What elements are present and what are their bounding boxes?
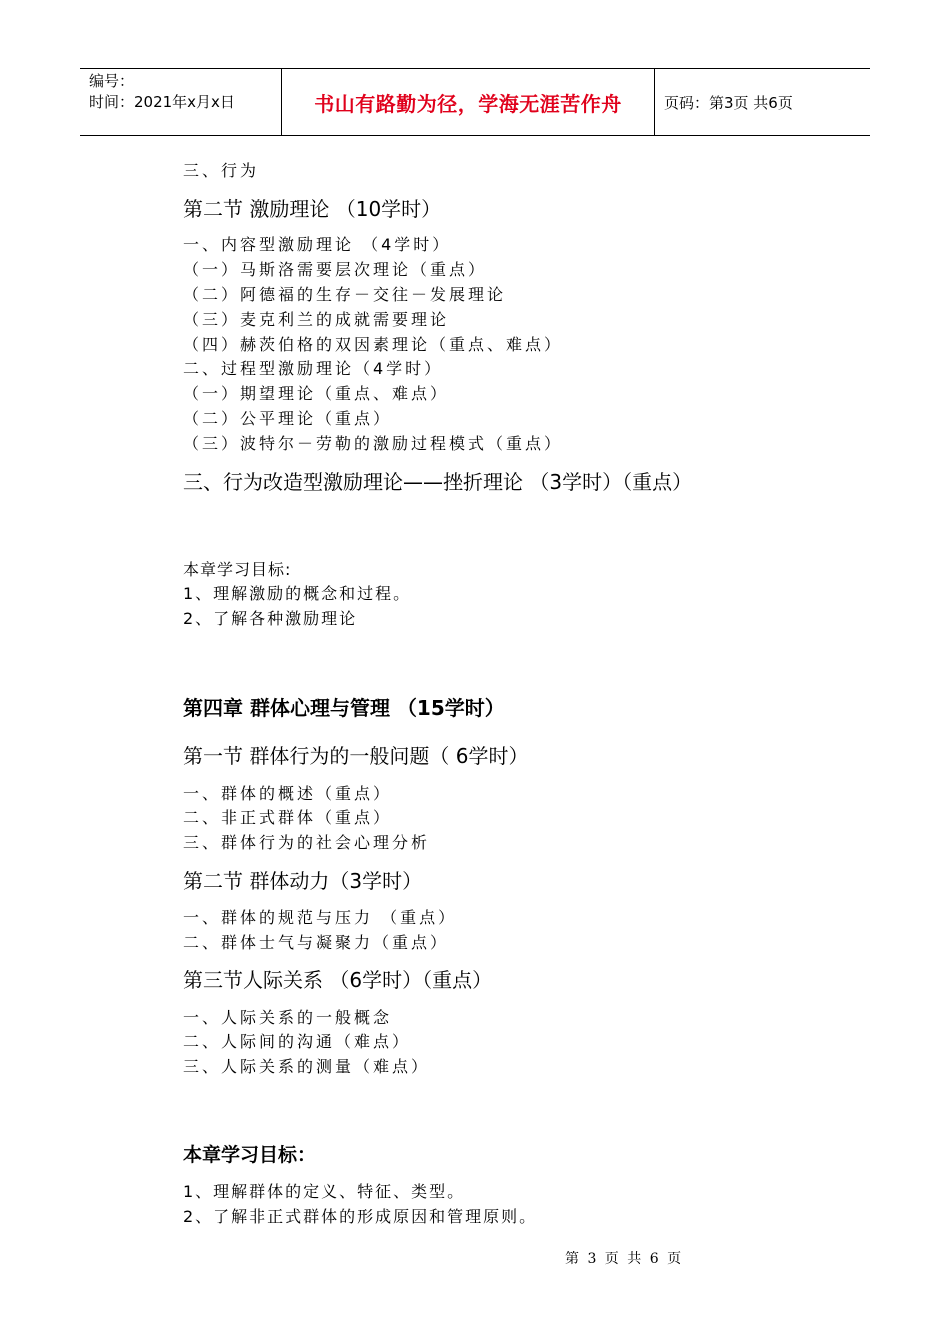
outline-item: （三）波特尔－劳勒的激励过程模式（重点） (183, 434, 564, 453)
section-heading: 三、行为改造型激励理论——挫折理论 （3学时）（重点） (183, 470, 693, 494)
outline-item: 一、群体的规范与压力 （重点） (183, 908, 458, 927)
section-heading: 第二节 群体动力（3学时） (183, 869, 423, 893)
time-label: 时间：2021年x月x日 (89, 93, 235, 111)
outline-item: （一）期望理论（重点、难点） (183, 384, 450, 403)
chapter-goal-heading: 本章学习目标： (183, 1144, 317, 1166)
motto-text: 书山有路勤为径，学海无涯苦作舟 (314, 91, 622, 116)
outline-item: 二、人际间的沟通（难点） (183, 1032, 412, 1051)
outline-item: 一、内容型激励理论 （4学时） (183, 235, 452, 254)
number-label: 编号： (89, 72, 135, 90)
goal-item: 1、理解激励的概念和过程。 (183, 584, 412, 603)
outline-item: 三、人际关系的测量（难点） (183, 1057, 431, 1076)
header-page-cell (655, 69, 870, 135)
chapter-goal-heading: 本章学习目标: (183, 560, 292, 579)
outline-item: 二、过程型激励理论（4学时） (183, 359, 444, 378)
goal-item: 2、了解各种激励理论 (183, 609, 358, 628)
outline-item: 三、群体行为的社会心理分析 (183, 833, 431, 852)
goal-item: 1、理解群体的定义、特征、类型。 (183, 1182, 466, 1201)
outline-item: 一、人际关系的一般概念 (183, 1008, 393, 1027)
outline-item: 一、群体的概述（重点） (183, 784, 393, 803)
page-footer: 第 3 页 共 6 页 (565, 1251, 684, 1267)
outline-item: （二）公平理论（重点） (183, 409, 393, 428)
header-motto-cell (282, 69, 655, 135)
outline-item: （四）赫茨伯格的双因素理论（重点、难点） (183, 335, 564, 354)
outline-item: （二）阿德福的生存－交往－发展理论 (183, 285, 507, 304)
outline-item: （一）马斯洛需要层次理论（重点） (183, 260, 488, 279)
document-header (80, 68, 870, 136)
section-heading: 第二节 激励理论 （10学时） (183, 197, 442, 221)
outline-item: 三、行为 (183, 161, 260, 180)
goal-item: 2、了解非正式群体的形成原因和管理原则。 (183, 1207, 538, 1226)
outline-item: 二、非正式群体（重点） (183, 808, 393, 827)
outline-item: （三）麦克利兰的成就需要理论 (183, 310, 450, 329)
chapter-heading: 第四章 群体心理与管理 （15学时） (183, 696, 505, 720)
header-info-cell (80, 69, 282, 135)
section-heading: 第一节 群体行为的一般问题（ 6学时） (183, 744, 529, 768)
outline-item: 二、群体士气与凝聚力（重点） (183, 933, 450, 952)
page-label: 页码：第3页 共6页 (664, 93, 793, 112)
section-heading: 第三节人际关系 （6学时）（重点） (183, 968, 493, 992)
